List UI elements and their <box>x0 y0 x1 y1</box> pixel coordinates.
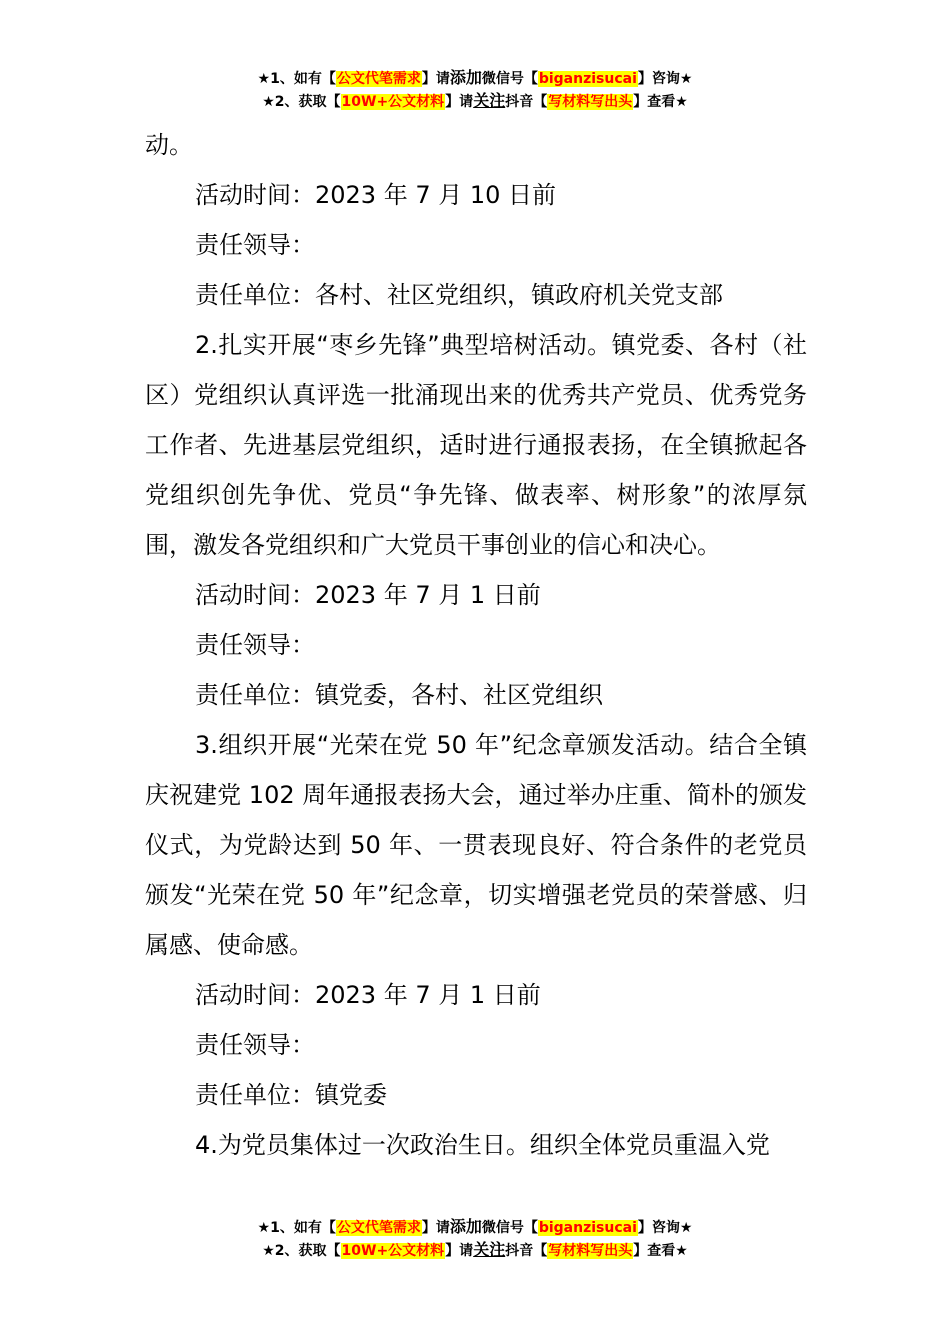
banner-highlight: 公文代笔需求 <box>336 1220 421 1236</box>
banner-text: 】请 <box>445 94 474 110</box>
banner-text: 抖音【 <box>505 94 548 110</box>
banner-text: 】咨询★ <box>637 1220 693 1236</box>
paragraph-item-2: 2.扎实开展“枣乡先锋”典型培树活动。镇党委、各村（社区）党组织认真评选一批涌现出来的优秀共产党员、优秀党务工作者、先进基层党组织，适时进行通报表扬，在全镇掀起各党组织创先争优、党员“争先锋、做表率、树形象”的浓厚氛围，激发各党组织和广大党员干事创业的信心和决心。 <box>145 331 807 559</box>
banner-text: 】咨询★ <box>637 71 693 87</box>
paragraph-item-4: 4.为党员集体过一次政治生日。组织全体党员重温入党 <box>195 1131 770 1159</box>
banner-highlight: 10W+公文材料 <box>341 94 445 110</box>
banner-text: 】查看★ <box>633 94 688 110</box>
banner-text: 】请 <box>421 1220 450 1236</box>
banner-text: ★2、获取【 <box>262 1243 341 1259</box>
responsible-leader: 责任领导： <box>195 231 315 259</box>
banner-emphasis: 添加 <box>449 68 482 87</box>
footer-banner <box>0 1216 950 1262</box>
banner-emphasis: 添加 <box>449 1217 482 1236</box>
banner-text: 】查看★ <box>633 1243 688 1259</box>
document-body <box>145 120 807 1170</box>
banner-emphasis: 关注 <box>473 1240 506 1259</box>
banner-line-1 <box>0 67 950 90</box>
banner-text: 微信号【 <box>481 71 538 87</box>
paragraph-item-3: 3.组织开展“光荣在党 50 年”纪念章颁发活动。结合全镇庆祝建党 102 周年通报表扬大会，通过举办庄重、简朴的颁发仪式，为党龄达到 50 年、一贯表现良好、符合条件的老党员颁发“光荣在党 50 年”纪念章，切实增强老党员的荣誉感、归属感、使命感。 <box>145 731 807 959</box>
banner-line-2 <box>0 90 950 113</box>
activity-time: 活动时间：2023 年 7 月 1 日前 <box>195 981 541 1009</box>
responsible-leader: 责任领导： <box>195 1031 315 1059</box>
banner-highlight: 10W+公文材料 <box>341 1243 445 1259</box>
banner-text: 】请 <box>445 1243 474 1259</box>
banner-text: ★2、获取【 <box>262 94 341 110</box>
responsible-unit: 责任单位：镇党委，各村、社区党组织 <box>195 681 603 709</box>
header-banner <box>0 67 950 113</box>
banner-text: 微信号【 <box>481 1220 538 1236</box>
banner-highlight: 公文代笔需求 <box>336 71 421 87</box>
banner-line-1 <box>0 1216 950 1239</box>
responsible-unit: 责任单位：各村、社区党组织，镇政府机关党支部 <box>195 281 723 309</box>
banner-highlight: biganzisucai <box>538 1220 637 1236</box>
banner-text: 】请 <box>421 71 450 87</box>
banner-line-2 <box>0 1239 950 1262</box>
banner-text: 抖音【 <box>505 1243 548 1259</box>
responsible-unit: 责任单位：镇党委 <box>195 1081 387 1109</box>
banner-highlight: biganzisucai <box>538 71 637 87</box>
banner-highlight: 写材料写出头 <box>548 94 633 110</box>
banner-text: ★1、如有【 <box>257 1220 336 1236</box>
banner-text: ★1、如有【 <box>257 71 336 87</box>
banner-highlight: 写材料写出头 <box>548 1243 633 1259</box>
activity-time: 活动时间：2023 年 7 月 1 日前 <box>195 581 541 609</box>
paragraph: 动。 <box>145 131 193 159</box>
responsible-leader: 责任领导： <box>195 631 315 659</box>
activity-time: 活动时间：2023 年 7 月 10 日前 <box>195 181 557 209</box>
banner-emphasis: 关注 <box>473 91 506 110</box>
